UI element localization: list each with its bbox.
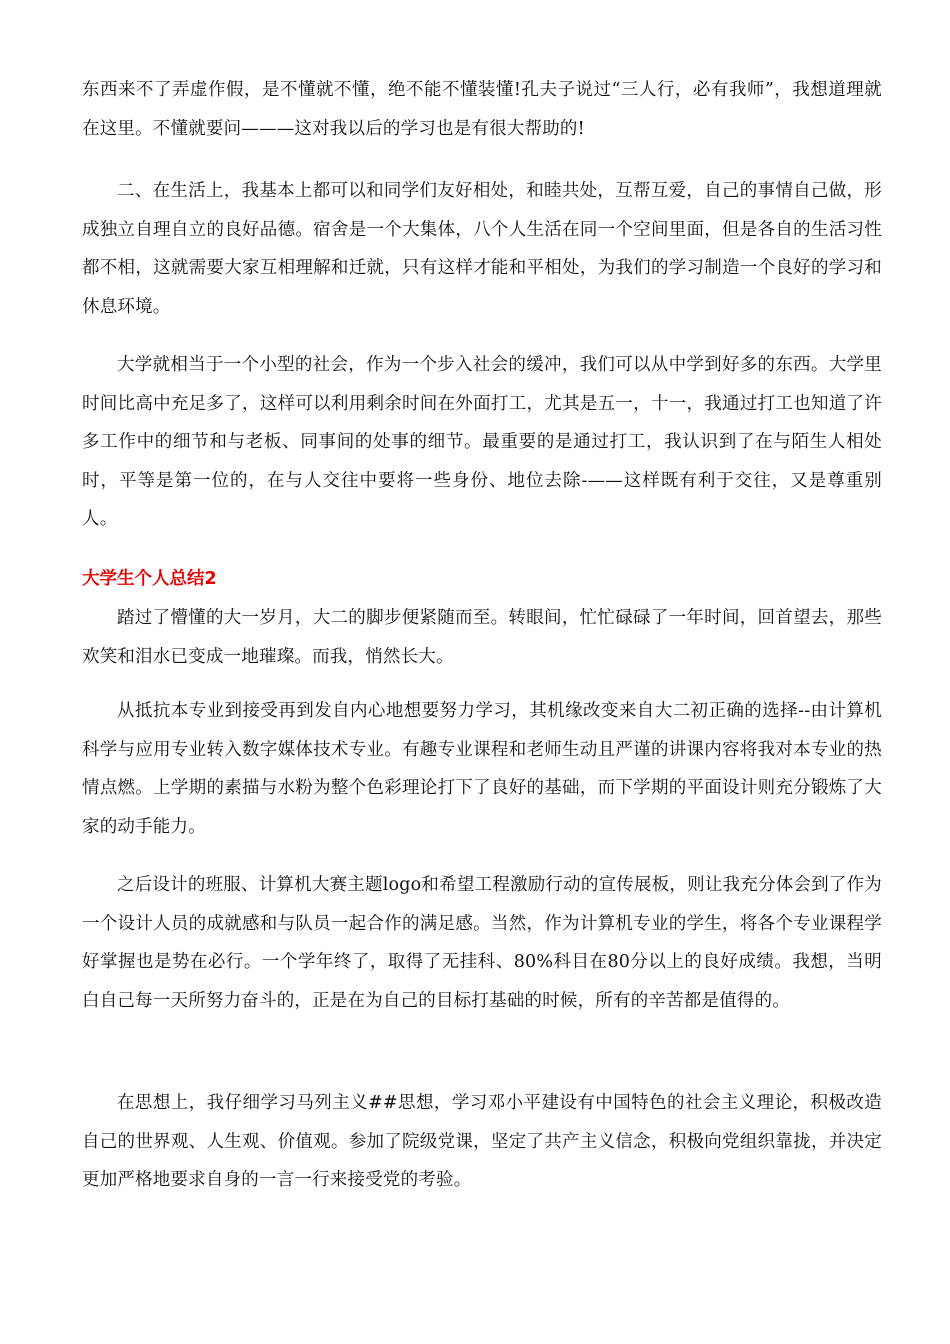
- paragraph-design: 之后设计的班服、计算机大赛主题logo和希望工程激励行动的宣传展板，则让我充分体会到了作为一个设计人员的成就感和与队员一起合作的满足感。当然，作为计算机专业的学生，将各个专业课程学好掌握也是势在必行。一个学年终了，取得了无挂科、80%科目在80分以上的良好成绩。我想，当明白自己每一天所努力奋斗的，正是在为自己的目标打基础的时候，所有的辛苦都是值得的。: [82, 875, 882, 1011]
- section-title: 大学生个人总结2: [82, 569, 217, 589]
- paragraph-ideology: 在思想上，我仔细学习马列主义##思想，学习邓小平建设有中国特色的社会主义理论，积极改造自己的世界观、人生观、价值观。参加了院级党课，坚定了共产主义信念，积极向党组织靠拢，并决定更加严格地要求自身的一言一行来接受党的考验。: [82, 1093, 882, 1190]
- paragraph-society: 大学就相当于一个小型的社会，作为一个步入社会的缓冲，我们可以从中学到好多的东西。大学里时间比高中充足多了，这样可以利用剩余时间在外面打工，尤其是五一，十一，我通过打工也知道了许多工作中的细节和与老板、同事间的处事的细节。最重要的是通过打工，我认识到了在与陌生人相处时，平等是第一位的，在与人交往中要将一些身份、地位去除-——这样既有利于交往，又是尊重别人。: [82, 355, 882, 529]
- paragraph-life: 二、在生活上，我基本上都可以和同学们友好相处，和睦共处，互帮互爱，自己的事情自己做，形成独立自理自立的良好品德。宿舍是一个大集体，八个人生活在同一个空间里面，但是各自的生活习性都不相，这就需要大家互相理解和迁就，只有这样才能和平相处，为我们的学习制造一个良好的学习和休息环境。: [82, 181, 882, 317]
- paragraph-major: 从抵抗本专业到接受再到发自内心地想要努力学习，其机缘改变来自大二初正确的选择--由计算机科学与应用专业转入数字媒体技术专业。有趣专业课程和老师生动且严谨的讲课内容将我对本专业的热情点燃。上学期的素描与水粉为整个色彩理论打下了良好的基础，而下学期的平面设计则充分锻炼了大家的动手能力。: [82, 701, 882, 837]
- paragraph-continuation: 东西来不了弄虚作假，是不懂就不懂，绝不能不懂装懂!孔夫子说过“三人行，必有我师”，我想道理就在这里。不懂就要问———这对我以后的学习也是有很大帮助的!: [82, 80, 882, 139]
- paragraph-sophomore: 踏过了懵懂的大一岁月，大二的脚步便紧随而至。转眼间，忙忙碌碌了一年时间，回首望去，那些欢笑和泪水已变成一地璀璨。而我，悄然长大。: [82, 608, 882, 667]
